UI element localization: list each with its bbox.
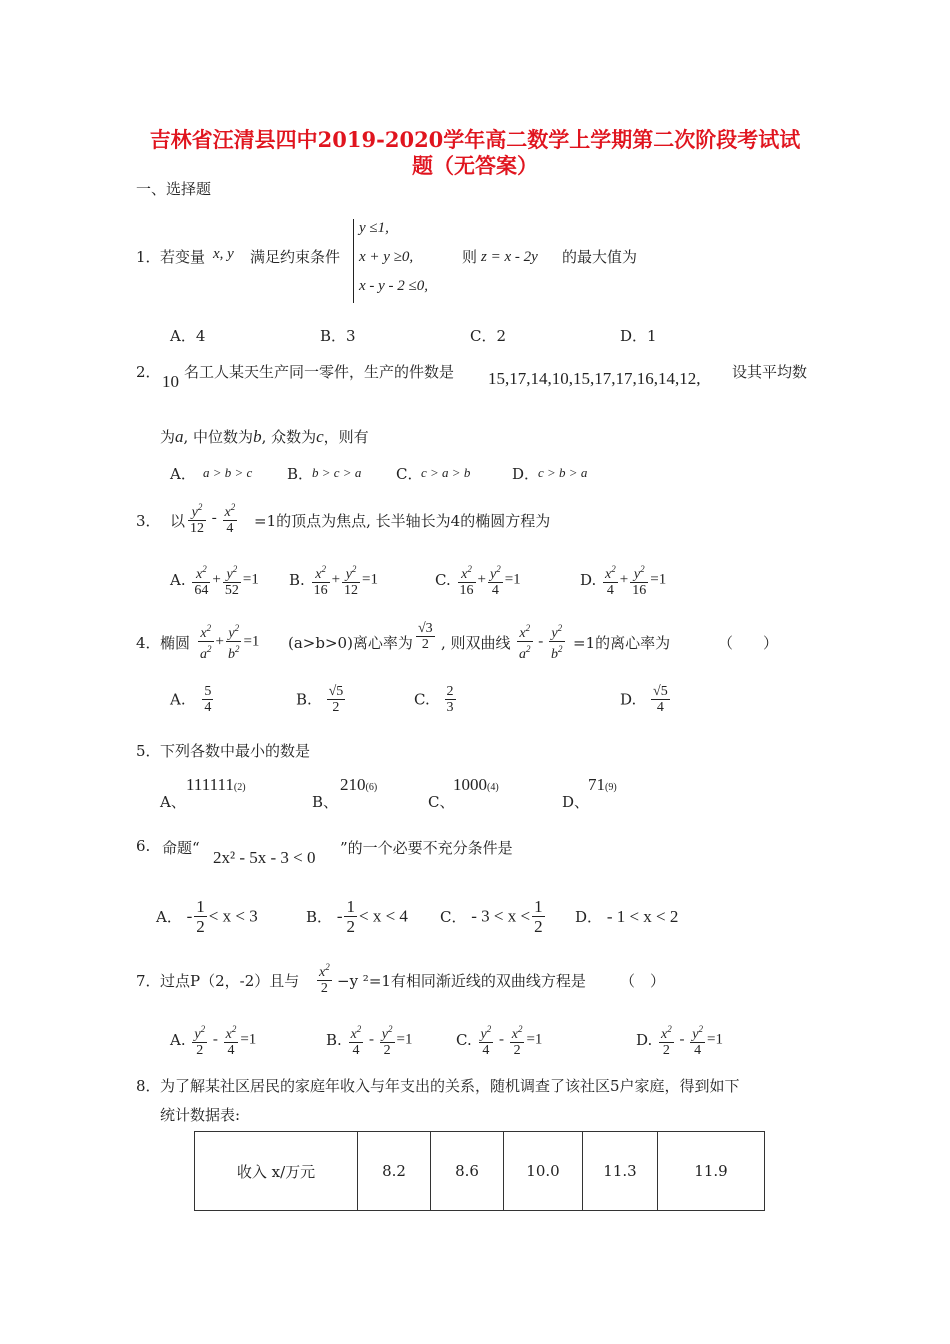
q4-b-label: B. [296,690,312,709]
q3-option-b: B. $\frac{x^2}{16}$ + $\frac{y^2}{12}$ =1 [289,564,379,598]
q1-expression: z = x - 2y [481,249,538,265]
q3-d-frac-1 [603,562,618,598]
q1-then: 则 [462,248,478,266]
q3-a-frac-2 [223,562,241,598]
q5-option-d-label: D、 [562,793,590,811]
q7-paren: （ ） [620,972,666,990]
q7-b-eq: =1 [396,1031,413,1048]
q2-data: 15,17,14,10,15,17,17,16,14,12, [488,369,701,388]
q2-option-a: a > b > c [203,465,253,480]
q4-d-label: D. [620,690,637,709]
q7-stem-2: −y ²=1有相同渐近线的双曲线方程是 [337,972,586,990]
q4-mid: , 则双曲线 [441,634,511,652]
q4-eccentricity [414,621,437,652]
q4-number: 4． [136,634,161,652]
q7-a-num-2: $x^2$ [225,1024,237,1042]
q7-d-num-2: $y^2$ [692,1024,703,1042]
q7-stem: 过点P（2，-2）且与 [160,972,300,990]
q2-stem-2: 设其平均数 [732,363,808,381]
q7-a-frac-2 [224,1022,239,1058]
q5-option-c [453,775,499,795]
q5-option-b-label: B、 [312,793,339,811]
q7-option-a: A. $\frac{y^2}{2}$ - $\frac{x^2}{4}$ =1 [170,1024,257,1058]
q6-post: ”的一个必要不充分条件是 [340,839,513,857]
q5-c-value: 1000 [453,775,487,794]
q7-b-den-2: 2 [383,1043,391,1058]
q4-c-num: 2 [446,684,454,699]
q7-c-den-2: 2 [513,1043,521,1058]
q4-ellipse-frac-1: $\frac{x^2}{a^2}$ [200,623,212,662]
q7-frac-den: 2 [320,981,328,996]
q6-b-den: 2 [346,917,355,936]
q7-frac-num: x [319,965,326,980]
q4-b-num: √5 [328,684,344,699]
q7-b-label: B. [326,1031,342,1049]
q7-c-eq: =1 [526,1031,543,1048]
q5-number: 5． [136,742,161,760]
q1-constraint-1: y ≤1, [359,220,389,236]
q4-e-den: 2 [421,637,429,652]
q5-d-base: (9) [605,782,617,793]
q4-a-den: 4 [204,700,212,715]
q3-frac-2-den: 4 [226,521,234,536]
q4-hyp-frac-1: $\frac{x^2}{a^2}$ [519,623,531,662]
q7-option-c: C. $\frac{y^2}{4}$ - $\frac{x^2}{2}$ =1 [456,1024,543,1058]
q8-number: 8． [136,1077,161,1095]
q4-b-den: 2 [332,700,340,715]
q5-option-b [340,775,377,795]
q7-number: 7． [136,972,161,990]
q5-option-c-label: C、 [428,793,455,811]
q6-option-c [440,897,547,936]
q1-option-b: B．3 [320,327,356,345]
q3-frac-1 [188,500,206,536]
q6-b-num: 1 [346,897,355,916]
q3-c-frac-2 [488,562,503,598]
table-header-cell: 收入 x/万元 [195,1132,358,1211]
q4-a-num: 5 [204,684,212,699]
q2-stem: 名工人某天生产同一零件，生产的件数是 [184,363,455,381]
q1-option-a: A．4 [170,327,206,345]
q6-c-range: - 3 < x < [471,906,531,926]
q4-c-den: 3 [446,700,454,715]
q5-d-value: 71 [588,775,605,794]
q6-c-label: C． [440,908,467,926]
q7-option-b: B. $\frac{x^2}{4}$ - $\frac{y^2}{2}$ =1 [326,1024,413,1058]
q2-text-then: ，则有 [323,428,369,446]
q7-d-den-1: 2 [662,1043,670,1058]
q6-a-label: A． [156,908,182,926]
q2-number: 2． [136,363,161,381]
q6-option-a [156,897,258,936]
table-cell: 8.2 [358,1132,431,1211]
q3-c-num-1: $x^2$ [458,562,476,583]
table-cell: 10.0 [504,1132,583,1211]
q7-d-frac-2 [690,1022,705,1058]
q3-option-c: C. $\frac{x^2}{16}$ + $\frac{y^2}{4}$ =1 [435,564,521,598]
q6-c-num: 1 [534,897,543,916]
q3-a-den-2: 52 [224,583,239,598]
q3-b-num-1: $x^2$ [312,562,330,583]
table-row [195,1132,765,1211]
q6-pre: 命题“ [162,839,200,857]
section-heading: 一、选择题 [136,180,212,198]
q1-vars: x, y [213,246,234,262]
q4-d-den: 4 [656,700,664,715]
q3-expression: $\frac{y^2}{12}$ - $\frac{x^2}{4}$ [190,502,236,536]
q3-b-label: B. [289,571,305,589]
q6-a-num: 1 [196,897,205,916]
q6-c-frac [532,897,545,936]
q3-pre: 以 [170,512,186,530]
q3-frac-1-num: $y^2$ [188,500,206,521]
q3-post: =1的顶点为焦点, 长半轴长为4的椭圆方程为 [254,512,551,530]
q5-option-a-label: A、 [160,793,186,811]
q3-b-den-2: 12 [344,583,359,598]
q7-b-num-1: $x^2$ [350,1024,362,1042]
q5-c-base: (4) [487,782,499,793]
q6-option-b [306,897,408,936]
q3-a-frac-1 [192,562,210,598]
q7-b-frac-1 [349,1022,364,1058]
q4-post: =1的离心率为 [573,634,671,652]
q5-option-d [588,775,617,795]
q7-a-frac-1 [192,1022,207,1058]
table-cell: 11.9 [658,1132,765,1211]
q1-cond: 满足约束条件 [250,248,341,266]
q6-b-frac [344,897,357,936]
q6-c-den: 2 [534,917,543,936]
q3-c-den-2: 4 [491,583,499,598]
q6-option-d [575,906,678,927]
q3-c-frac-1 [458,562,476,598]
q1-option-c: C．2 [470,327,507,345]
q3-a-label: A. [170,571,186,589]
q5-stem: 下列各数中最小的数是 [160,742,311,760]
q4-d-frac [651,684,670,715]
q4-a-label: A. [170,690,186,709]
q1-number: 1． [136,248,161,266]
q6-number: 6. [136,837,151,855]
q3-frac-1-den: 12 [190,521,204,536]
q3-a-num-1: $x^2$ [192,562,210,583]
q5-a-base: (2) [233,782,246,793]
q1-ask: 的最大值为 [562,248,638,266]
q3-b-frac-2 [342,562,360,598]
q3-d-eq: =1 [650,571,667,588]
title-line-2: 题（无答案） [412,153,538,178]
title-line-1: 吉林省汪清县四中2019-2020学年高二数学上学期第二次阶段考试试 [149,127,801,152]
q2-option-b-label: B． [287,465,314,483]
q7-d-den-2: 4 [694,1043,702,1058]
q4-a-frac [202,684,213,715]
q8-line-2: 统计数据表: [160,1106,241,1124]
q8-line-1: 为了解某社区居民的家庭年收入与年支出的关系，随机调查了该社区5户家庭，得到如下 [160,1077,740,1095]
q7-c-den-1: 4 [482,1043,490,1058]
q2-text-mode: , 众数为 [261,428,317,446]
q3-a-den-1: 64 [194,583,209,598]
q4-option-d [620,684,672,715]
q4-option-a [170,684,215,715]
q3-d-den-1: 4 [606,583,614,598]
q3-d-label: D. [580,571,597,589]
q6-a-frac [194,897,207,936]
q3-b-eq: =1 [362,571,379,588]
q6-b-minus: - [336,906,343,926]
q4-c-frac [445,684,456,715]
q2-option-b: b > c > a [312,465,362,480]
table-cell: 8.6 [431,1132,504,1211]
q3-c-den-1: 16 [459,583,474,598]
q7-fraction [315,960,334,996]
q6-a-rest: < x < 3 [208,906,258,926]
q7-c-num-1: $y^2$ [480,1024,492,1042]
table-cell: 11.3 [583,1132,658,1211]
q4-option-c [414,684,458,715]
q2-count: 10 [162,372,179,391]
q7-c-num-2: $x^2$ [511,1024,523,1042]
q1-constraint-3: x - y - 2 ≤0, [359,278,429,294]
q6-b-rest: < x < 4 [358,906,408,926]
q7-c-frac-1 [479,1022,494,1058]
q4-e-frac [416,621,435,652]
q3-c-eq: =1 [504,571,521,588]
q3-d-frac-2 [630,562,648,598]
q7-d-num-1: $x^2$ [661,1024,672,1042]
q7-option-d: D. $\frac{x^2}{2}$ - $\frac{y^2}{4}$ =1 [636,1024,723,1058]
q4-b-frac [327,684,346,715]
q5-option-a [186,775,246,795]
q4-d-num: √5 [653,684,668,699]
q2-text-mean: 为 [160,428,176,446]
q1-constraint-2: x + y ≥0, [359,249,414,265]
q6-b-label: B． [306,908,333,926]
q4-e-num: √3 [418,621,433,636]
q4-ellipse: $\frac{x^2}{a^2}$ + $\frac{y^2}{b^2}$ =1 [200,623,260,662]
q2-var-a: a [175,427,184,446]
q4-hyp-frac-2: $\frac{y^2}{b^2}$ [551,623,563,662]
q2-text-median: , 中位数为 [183,428,254,446]
q3-frac-2 [223,500,238,536]
q7-a-eq: =1 [240,1031,257,1048]
q2-option-d: c > b > a [538,465,588,480]
q3-d-den-2: 16 [632,583,647,598]
q3-b-den-1: 16 [313,583,328,598]
q2-var-c: c [316,427,324,446]
q7-d-frac-1 [659,1022,674,1058]
q6-d-range: - 1 < x < 2 [606,907,679,926]
q6-a-minus: - [186,906,193,926]
q2-option-d-label: D． [512,465,540,483]
q6-d-label: D． [575,908,603,926]
q3-frac-2-num: $x^2$ [224,502,236,520]
q3-d-num-2: $y^2$ [630,562,648,583]
q7-b-den-1: 4 [352,1043,360,1058]
q1-brace [353,219,354,303]
q7-d-label: D. [636,1031,653,1049]
q8-data-table [194,1131,765,1211]
q4-hyperbola: $\frac{x^2}{a^2}$ - $\frac{y^2}{b^2}$ [519,623,563,662]
q3-option-d: D. $\frac{x^2}{4}$ + $\frac{y^2}{16}$ =1 [580,564,667,598]
q6-a-den: 2 [196,917,205,936]
q3-a-eq: =1 [242,571,259,588]
q3-a-num-2: $y^2$ [223,562,241,583]
q2-option-c: c > a > b [421,465,471,480]
q1-option-d: D．1 [620,327,657,345]
q7-frac: $\frac{x^2}{2}$ [319,962,330,996]
q2-var-b: b [253,427,262,446]
q7-c-frac-2 [510,1022,525,1058]
q4-c-label: C. [414,690,430,709]
q6-expression: 2x² - 5x - 3 < 0 [213,848,316,867]
q4-ellipse-frac-2: $\frac{y^2}{b^2}$ [227,623,240,662]
q2-option-c-label: C． [396,465,423,483]
q7-b-frac-2 [380,1022,395,1058]
q3-c-label: C. [435,571,451,589]
q4-pre: 椭圆 [160,634,191,652]
q2-option-a-label: A． [170,465,196,483]
q4-cond: (a>b>0)离心率为 [288,634,413,652]
q7-a-num-1: $y^2$ [194,1024,206,1042]
q4-paren: （ ） [718,634,779,652]
q7-c-label: C. [456,1031,472,1049]
q5-b-base: (6) [365,782,378,793]
q5-b-value: 210 [340,775,366,794]
q5-a-value: 111111 [186,775,234,794]
q3-number: 3． [136,512,161,530]
q7-a-label: A. [170,1031,186,1049]
q7-b-num-2: $y^2$ [381,1024,393,1042]
q7-a-den-2: 4 [227,1043,235,1058]
q3-c-num-2: $y^2$ [489,564,501,582]
q4-option-b [296,684,347,715]
q2-line2-a [160,426,369,447]
q7-d-eq: =1 [706,1031,723,1048]
q7-a-den-1: 2 [196,1043,204,1058]
q1-stem: 若变量 [160,248,206,266]
q3-b-num-2: $y^2$ [342,562,360,583]
q3-d-num-1: $x^2$ [605,564,616,582]
q3-option-a: A. $\frac{x^2}{64}$ + $\frac{y^2}{52}$ =1 [170,564,259,598]
q3-b-frac-1 [312,562,330,598]
